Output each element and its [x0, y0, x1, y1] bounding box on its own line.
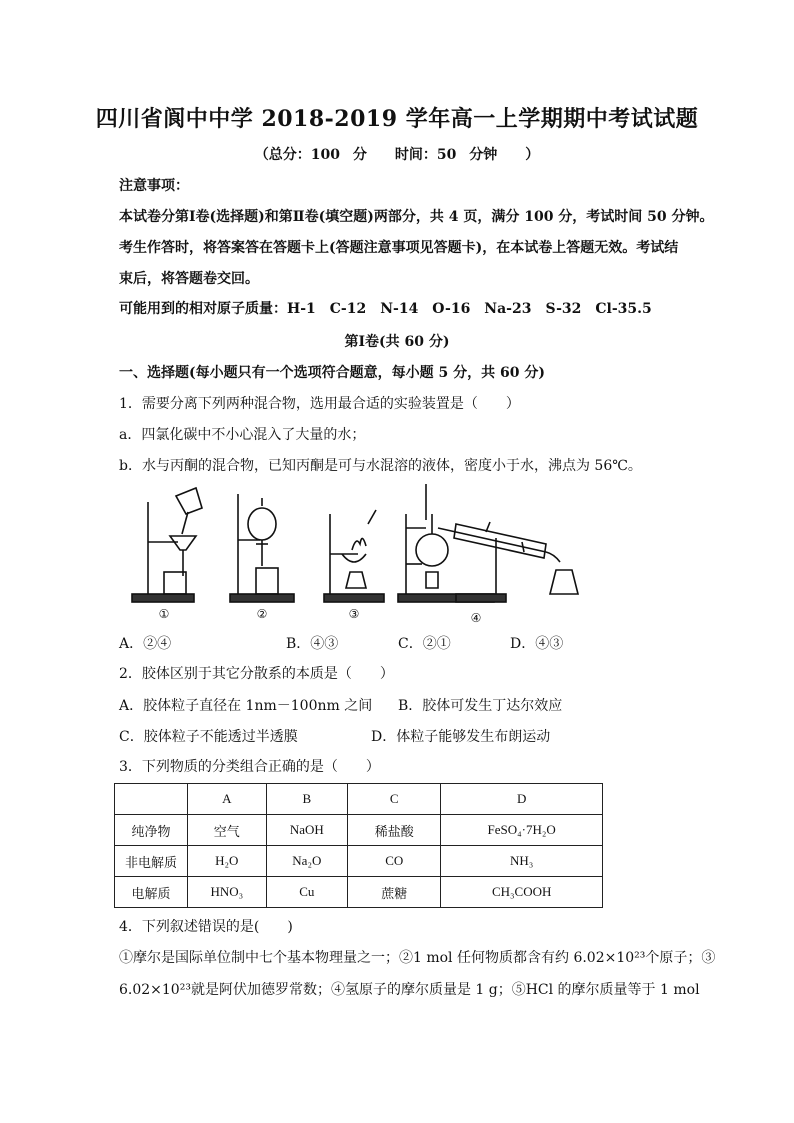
section-1-title: 第Ⅰ卷(共 60 分) [344, 334, 450, 350]
lab-apparatus-figure [126, 484, 678, 626]
exam-subtitle: （总分：100 分 时间：50 分钟 ） [254, 147, 540, 163]
table-cell: 稀盐酸 [348, 815, 441, 846]
notes-line-2: 考生作答时，将答案答在答题卡上(答题注意事项见答题卡)，在本试卷上答题无效。考试结 [119, 240, 679, 256]
q2-stem: 2．胶体区别于其它分散系的本质是（ ） [119, 666, 394, 682]
table-cell: H₂O [188, 846, 267, 877]
table-cell [115, 784, 188, 815]
table-cell: 电解质 [115, 877, 188, 908]
table-cell: 纯净物 [115, 815, 188, 846]
q1-item-a: a．四氯化碳中不小心混入了大量的水； [119, 427, 366, 443]
q1-stem: 1．需要分离下列两种混合物，选用最合适的实验装置是（ ） [119, 396, 520, 412]
table-row [115, 877, 603, 908]
q3-stem: 3．下列物质的分类组合正确的是（ ） [119, 759, 380, 775]
table-cell: D [441, 784, 603, 815]
table-row [115, 784, 603, 815]
table-cell: FeSO₄·7H₂O [441, 815, 603, 846]
figure-label-2: ② [256, 607, 268, 621]
q1-option-c: C．②① [398, 636, 451, 652]
section-1-heading: 一、选择题(每小题只有一个选项符合题意，每小题 5 分，共 60 分) [119, 365, 545, 381]
figure-label-4: ④ [470, 611, 482, 625]
notes-heading: 注意事项： [119, 178, 189, 194]
table-cell: C [348, 784, 441, 815]
table-cell: NH₃ [441, 846, 603, 877]
q1-option-d: D．④③ [510, 636, 564, 652]
table-cell: B [266, 784, 347, 815]
table-cell: Na₂O [266, 846, 347, 877]
table-row [115, 815, 603, 846]
table-cell: 空气 [188, 815, 267, 846]
figure-label-3: ③ [348, 607, 360, 621]
q2-option-d: D．体粒子能够发生布朗运动 [371, 729, 551, 745]
q2-option-c: C．胶体粒子不能透过半透膜 [119, 729, 298, 745]
table-cell: Cu [266, 877, 347, 908]
q4-stem: 4．下列叙述错误的是( ) [119, 919, 293, 935]
table-cell: CH₃COOH [441, 877, 603, 908]
q1-item-b: b．水与丙酮的混合物，已知丙酮是可与水混溶的液体，密度小于水，沸点为 56℃。 [119, 458, 642, 474]
classification-table [114, 783, 603, 908]
table-cell: 非电解质 [115, 846, 188, 877]
atomic-masses: 可能用到的相对原子质量：H-1 C-12 N-14 O-16 Na-23 S-32 Cl-35.5 [119, 301, 652, 317]
q4-line-2: 6.02×10²³就是阿伏加德罗常数；④氢原子的摩尔质量是 1 g；⑤HCl 的摩尔质量等于 1 mol [119, 982, 700, 998]
q2-option-a: A．胶体粒子直径在 1nm－100nm 之间 [119, 698, 373, 714]
q2-option-b: B．胶体可发生丁达尔效应 [398, 698, 563, 714]
q1-option-b: B．④③ [286, 636, 339, 652]
q1-option-a: A．②④ [119, 636, 172, 652]
table-row [115, 846, 603, 877]
table-cell: NaOH [266, 815, 347, 846]
table-cell: HNO₃ [188, 877, 267, 908]
table-cell: CO [348, 846, 441, 877]
figure-label-1: ① [158, 607, 170, 621]
exam-title: 四川省阆中中学 2018-2019 学年高一上学期期中考试试题 [95, 106, 699, 132]
q4-line-1: ①摩尔是国际单位制中七个基本物理量之一；②1 mol 任何物质都含有约 6.02×10²³个原子；③ [119, 950, 716, 966]
table-cell: A [188, 784, 267, 815]
notes-line-3: 束后，将答题卷交回。 [119, 271, 259, 287]
stand-base-1 [132, 594, 194, 602]
table-cell: 蔗糖 [348, 877, 441, 908]
notes-line-1: 本试卷分第Ⅰ卷(选择题)和第Ⅱ卷(填空题)两部分，共 4 页，满分 100 分，考试时间 50 分钟。 [119, 209, 714, 225]
